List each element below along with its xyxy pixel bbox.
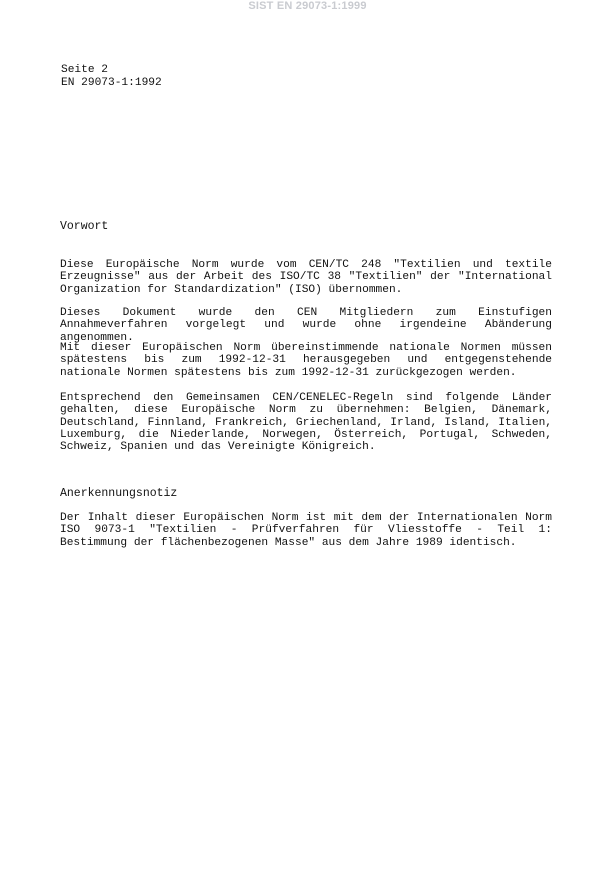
standard-number: EN 29073-1:1992	[61, 77, 162, 89]
page-number: Seite 2	[61, 64, 108, 76]
anerkennungsnotiz-paragraph: Der Inhalt dieser Europäischen Norm ist mit dem der Internationalen Norm ISO 9073-1 "Textilien - Prüfverfahren für Vliesstoffe - Teil 1: Bestimmung der flächenbezogenen Masse" aus dem Jahre 1989 identisch.	[60, 512, 552, 549]
vorwort-paragraph-2: Dieses Dokument wurde den CEN Mitgliedern zum Einstufigen Annahmeverfahren vorgelegt und wurde ohne irgendeine Abänderung angenommen.	[60, 307, 552, 344]
vorwort-paragraph-4: Entsprechend den Gemeinsamen CEN/CENELEC-Regeln sind folgende Länder gehalten, diese Europäische Norm zu übernehmen: Belgien, Dänemark, Deutschland, Finnland, Frankreich, Griechenland, Irland, Island, Italien, Luxemburg, die Niederlande, Norwegen, Österreich, Portugal, Schweden, Schweiz, Spanien und das Vereinigte Königreich.	[60, 392, 552, 454]
vorwort-heading: Vorwort	[60, 220, 109, 233]
vorwort-paragraph-3: Mit dieser Europäischen Norm übereinstimmende nationale Normen müssen spätestens bis zum 1992-12-31 herausgegeben und entgegenstehende nationale Normen spätestens bis zum 1992-12-31 zurückgezogen werden.	[60, 342, 552, 379]
vorwort-paragraph-1: Diese Europäische Norm wurde vom CEN/TC 248 "Textilien und textile Erzeugnisse" aus der Arbeit des ISO/TC 38 "Textilien" der "International Organization for Standardization" (ISO) übernommen.	[60, 259, 552, 296]
anerkennungsnotiz-heading: Anerkennungsnotiz	[60, 487, 178, 500]
page-header	[61, 64, 162, 90]
document-watermark: SIST EN 29073-1:1999	[248, 0, 367, 12]
